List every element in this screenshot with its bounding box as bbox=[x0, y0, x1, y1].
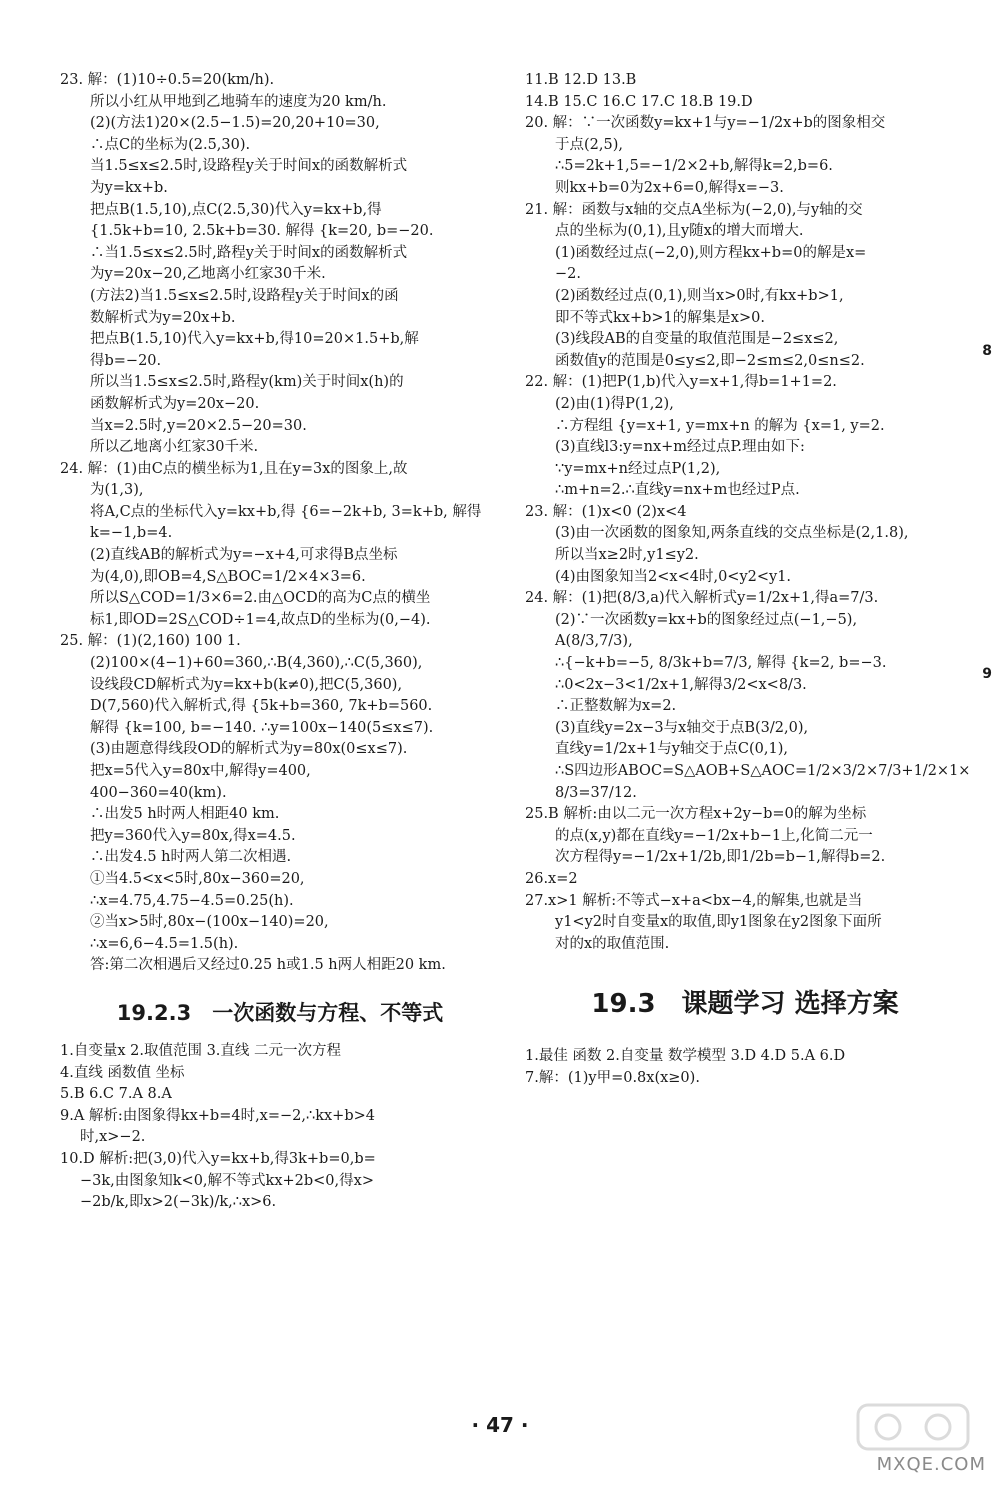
text-line: 当x=2.5时,y=20×2.5−20=30. bbox=[90, 417, 307, 434]
text-line: 为(1,3), bbox=[90, 482, 144, 499]
text-line: ①当4.5<x<5时,80x−360=20, bbox=[90, 870, 305, 887]
right-column bbox=[525, 70, 971, 1090]
watermark-text: MXQE.COM bbox=[876, 1454, 986, 1475]
text-line: (1)函数经过点(−2,0),则方程kx+b=0的解是x= bbox=[555, 244, 867, 261]
text-line: 于点(2,5), bbox=[555, 136, 623, 153]
text-line: 直线y=1/2x+1与y轴交于点C(0,1), bbox=[555, 741, 788, 758]
text-line: {1.5k+b=10, 2.5k+b=30. 解得 {k=20, b=−20. bbox=[90, 223, 434, 240]
left-column bbox=[60, 70, 500, 1214]
text-line: ∵y=mx+n经过点P(1,2), bbox=[555, 460, 721, 477]
text-line: 函数解析式为y=20x−20. bbox=[90, 395, 260, 412]
text-line: 为(4,0),即OB=4,S△BOC=1/2×4×3=6. bbox=[90, 568, 366, 585]
text-line: 21. 解：函数与x轴的交点A坐标为(−2,0),与y轴的交 bbox=[525, 201, 863, 218]
text-line: ②当x>5时,80x−(100x−140)=20, bbox=[90, 914, 329, 931]
text-line: 27.x>1 解析:不等式−x+a<bx−4,的解集,也就是当 bbox=[525, 892, 863, 909]
text-line: (3)线段AB的自变量的取值范围是−2≤x≤2, bbox=[555, 331, 839, 348]
text-line: 的点(x,y)都在直线y=−1/2x+b−1上,化简二元一 bbox=[555, 827, 873, 844]
text-line: 为y=20x−20,乙地离小红家30千米. bbox=[90, 266, 326, 283]
text-line: 26.x=2 bbox=[525, 870, 578, 887]
text-line: (2)(方法1)20×(2.5−1.5)=20,20+10=30, bbox=[90, 115, 380, 132]
text-line: (4)由图象知当2<x<4时,0<y2<y1. bbox=[555, 568, 792, 585]
answer-line: 4.直线 函数值 坐标 bbox=[60, 1064, 185, 1081]
text-line: (2)函数经过点(0,1),则当x>0时,有kx+b>1, bbox=[555, 287, 844, 304]
text-line: 所以乙地离小红家30千米. bbox=[90, 439, 259, 456]
text-line: 24. 解：(1)把(8/3,a)代入解析式y=1/2x+1,得a=7/3. bbox=[525, 590, 879, 607]
text-line: 即不等式kx+b>1的解集是x>0. bbox=[555, 309, 765, 326]
answer-line: 9.A 解析:由图象得kx+b=4时,x=−2,∴kx+b>4 bbox=[60, 1107, 375, 1124]
text-line: 函数值y的范围是0≤y≤2,即−2≤m≤2,0≤n≤2. bbox=[555, 352, 865, 369]
text-line: 得b=−20. bbox=[90, 352, 162, 369]
text-line: ∴x=6,6−4.5=1.5(h). bbox=[90, 935, 239, 952]
text-line: ∴{−k+b=−5, 8/3k+b=7/3, 解得 {k=2, b=−3. bbox=[555, 655, 887, 672]
text-line: ∴当1.5≤x≤2.5时,路程y关于时间x的函数解析式 bbox=[90, 244, 408, 261]
section-heading-19-3: 19.3 课题学习 选择方案 bbox=[591, 989, 899, 1020]
text-line: 8/3=37/12. bbox=[555, 784, 637, 801]
text-line: 对的x的取值范围. bbox=[555, 935, 670, 952]
answer-line: 14.B 15.C 16.C 17.C 18.B 19.D bbox=[525, 93, 753, 110]
answer-line: 1.自变量x 2.取值范围 3.直线 二元一次方程 bbox=[60, 1042, 342, 1059]
text-line: 为y=kx+b. bbox=[90, 179, 168, 196]
text-line: 400−360=40(km). bbox=[90, 784, 227, 801]
answer-line: −2b/k,即x>2(−3k)/k,∴x>6. bbox=[80, 1194, 277, 1211]
text-line: 将A,C点的坐标代入y=kx+b,得 {6=−2k+b, 3=k+b, 解得 bbox=[90, 503, 482, 520]
text-line: 则kx+b=0为2x+6=0,解得x=−3. bbox=[555, 179, 784, 196]
page-edge-mark: 9 bbox=[982, 666, 992, 682]
section-heading-19-2-3: 19.2.3 一次函数与方程、不等式 bbox=[116, 1000, 444, 1025]
text-line: ∴点C的坐标为(2.5,30). bbox=[90, 136, 251, 153]
text-line: (2)直线AB的解析式为y=−x+4,可求得B点坐标 bbox=[90, 547, 398, 564]
text-line: D(7,560)代入解析式,得 {5k+b=360, 7k+b=560. bbox=[90, 698, 433, 715]
answer-line: 时,x>−2. bbox=[80, 1129, 146, 1146]
text-line: 23. 解：(1)x<0 (2)x<4 bbox=[525, 503, 687, 520]
text-line: (3)直线y=2x−3与x轴交于点B(3/2,0), bbox=[555, 719, 809, 736]
text-line: (2)由(1)得P(1,2), bbox=[555, 395, 674, 412]
text-line: 把点B(1.5,10)代入y=kx+b,得10=20×1.5+b,解 bbox=[90, 331, 419, 348]
text-line: 20. 解：∵一次函数y=kx+1与y=−1/2x+b的图象相交 bbox=[525, 115, 886, 132]
text-line: ∴5=2k+1,5=−1/2×2+b,解得k=2,b=6. bbox=[555, 158, 833, 175]
text-line: k=−1,b=4. bbox=[90, 525, 173, 542]
text-line: ∴出发5 h时两人相距40 km. bbox=[90, 806, 280, 823]
text-line: (3)由题意得线段OD的解析式为y=80x(0≤x≤7). bbox=[90, 741, 408, 758]
text-line: (2)100×(4−1)+60=360,∴B(4,360),∴C(5,360), bbox=[90, 655, 423, 672]
text-line: 解得 {k=100, b=−140. ∴y=100x−140(5≤x≤7). bbox=[90, 719, 434, 736]
text-line: ∴正整数解为x=2. bbox=[555, 698, 677, 715]
text-line: ∴m+n=2.∴直线y=nx+m也经过P点. bbox=[555, 482, 800, 499]
answer-line: 7.解：(1)y甲=0.8x(x≥0). bbox=[525, 1069, 700, 1086]
text-line: (3)由一次函数的图象知,两条直线的交点坐标是(2,1.8), bbox=[555, 525, 909, 542]
text-line: 所以S△COD=1/3×6=2.由△OCD的高为C点的横坐 bbox=[90, 590, 431, 607]
answer-line: 11.B 12.D 13.B bbox=[525, 72, 637, 88]
text-line: ∴0<2x−3<1/2x+1,解得3/2<x<8/3. bbox=[555, 676, 807, 693]
text-line: 设线段CD解析式为y=kx+b(k≠0),把C(5,360), bbox=[90, 676, 403, 693]
text-line: ∴出发4.5 h时两人第二次相遇. bbox=[90, 849, 292, 866]
page-number: · 47 · bbox=[471, 1413, 529, 1437]
text-line: ∴方程组 {y=x+1, y=mx+n 的解为 {x=1, y=2. bbox=[555, 417, 885, 434]
text-line: ∴x=4.75,4.75−4.5=0.25(h). bbox=[90, 892, 294, 909]
text-line: ∴S四边形ABOC=S△AOB+S△AOC=1/2×3/2×7/3+1/2×1× bbox=[555, 763, 971, 779]
text-line: (3)直线l3:y=nx+m经过点P.理由如下: bbox=[555, 439, 805, 456]
page-edge-mark: 8 bbox=[982, 343, 992, 359]
text-line: 24. 解：(1)由C点的横坐标为1,且在y=3x的图象上,故 bbox=[60, 460, 408, 477]
text-line: 把点B(1.5,10),点C(2.5,30)代入y=kx+b,得 bbox=[90, 201, 382, 218]
text-line: 25. 解：(1)(2,160) 100 1. bbox=[60, 633, 241, 650]
text-line: A(8/3,7/3), bbox=[555, 633, 633, 650]
text-line: 把x=5代入y=80x中,解得y=400, bbox=[90, 763, 311, 779]
text-line: 答:第二次相遇后又经过0.25 h或1.5 h两人相距20 km. bbox=[90, 957, 446, 974]
text-line: 数解析式为y=20x+b. bbox=[90, 309, 236, 326]
text-line: 所以小红从甲地到乙地骑车的速度为20 km/h. bbox=[90, 93, 387, 110]
text-line: 22. 解：(1)把P(1,b)代入y=x+1,得b=1+1=2. bbox=[525, 374, 837, 391]
answer-line: 10.D 解析:把(3,0)代入y=kx+b,得3k+b=0,b= bbox=[60, 1150, 376, 1167]
text-line: 点的坐标为(0,1),且y随x的增大而增大. bbox=[555, 223, 804, 240]
text-line: 当1.5≤x≤2.5时,设路程y关于时间x的函数解析式 bbox=[90, 158, 408, 175]
answer-line: 5.B 6.C 7.A 8.A bbox=[60, 1086, 172, 1103]
text-line: 所以当x≥2时,y1≤y2. bbox=[555, 547, 699, 564]
text-line: 把y=360代入y=80x,得x=4.5. bbox=[90, 827, 296, 844]
text-line: (方法2)当1.5≤x≤2.5时,设路程y关于时间x的函 bbox=[90, 287, 399, 304]
text-line: y1<y2时自变量x的取值,即y1图象在y2图象下面所 bbox=[555, 914, 882, 931]
answer-line: −3k,由图象知k<0,解不等式kx+2b<0,得x> bbox=[80, 1172, 374, 1189]
text-line: (2)∵一次函数y=kx+b的图象经过点(−1,−5), bbox=[555, 611, 858, 628]
text-line: 25.B 解析:由以二元一次方程x+2y−b=0的解为坐标 bbox=[525, 806, 867, 823]
text-line: 标1,即OD=2S△COD÷1=4,故点D的坐标为(0,−4). bbox=[90, 611, 431, 628]
answer-line: 1.最佳 函数 2.自变量 数学模型 3.D 4.D 5.A 6.D bbox=[525, 1048, 846, 1065]
text-line: 所以当1.5≤x≤2.5时,路程y(km)关于时间x(h)的 bbox=[90, 374, 404, 391]
text-line: 23. 解：(1)10÷0.5=20(km/h). bbox=[60, 72, 275, 88]
text-line: −2. bbox=[555, 266, 581, 283]
text-line: 次方程得y=−1/2x+1/2b,即1/2b=b−1,解得b=2. bbox=[555, 849, 886, 866]
